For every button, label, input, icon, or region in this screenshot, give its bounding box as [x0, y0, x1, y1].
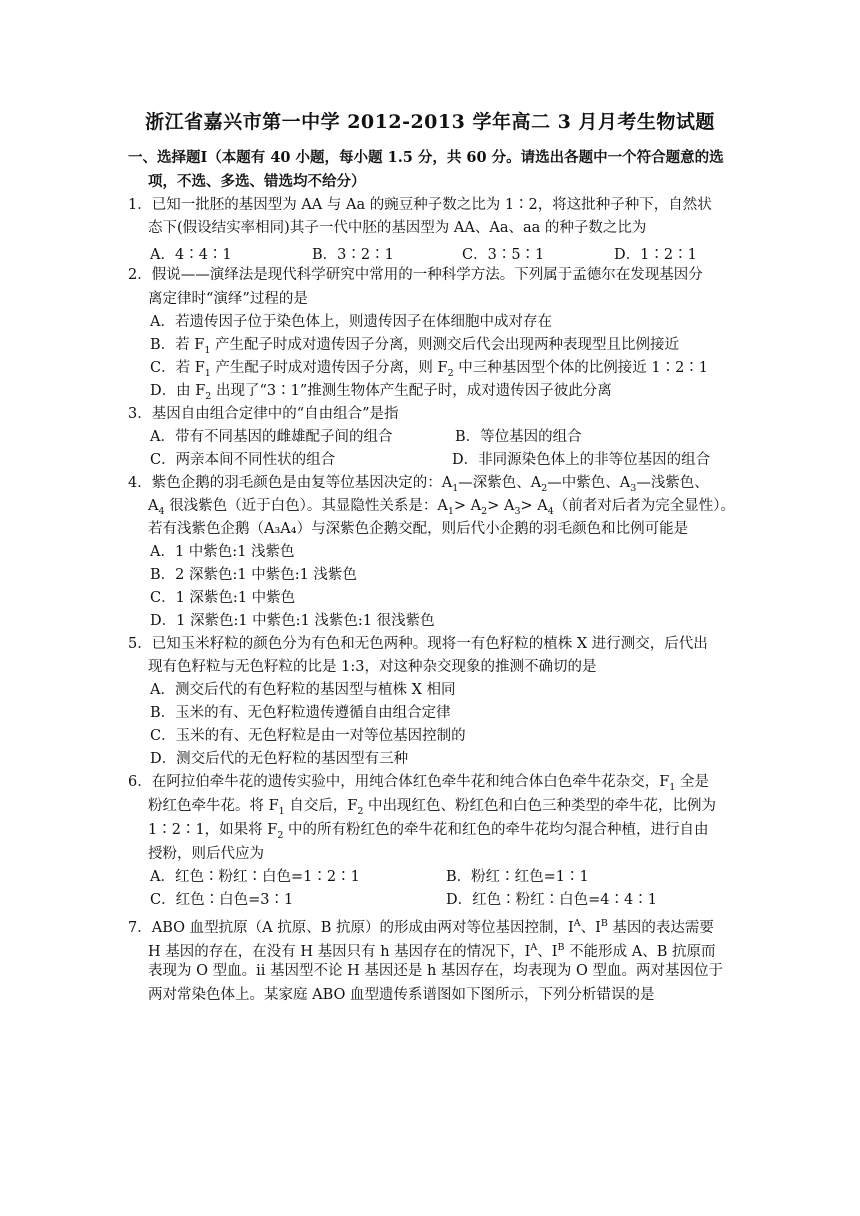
q5-option-b: B．玉米的有、无色籽粒遗传遵循自由组合定律	[150, 705, 451, 721]
q7-stem-line3: 表现为 O 型血。ii 基因型不论 H 基因还是 h 基因存在，均表现为 O 型血。两对基因位于	[148, 963, 724, 979]
q4-stem-line2: $A_4$ 很浅紫色（近于白色）。其显隐性关系是：$A_1> A_2> A_3> A_4$（前者对后者为完全显性）。	[148, 498, 736, 517]
q5-option-c: C．玉米的有、无色籽粒是由一对等位基因控制的	[150, 728, 466, 744]
q1-stem-line1: 1．已知一批胚的基因型为 AA 与 Aa 的豌豆种子数之比为 1∶2，将这批种子种下，自然状	[128, 197, 712, 213]
q6-stem-line3: 1∶2∶1，如果将 $F_2$ 中的所有粉红色的牵牛花和红色的牵牛花均匀混合种植，进行自由	[148, 822, 709, 841]
q7-stem-line1: 7．ABO 血型抗原（A 抗原、B 抗原）的形成由两对等位基因控制，$I^A$、$I^B$ 基因的表达需要	[128, 918, 714, 936]
q6-stem-line2: 粉红色牵牛花。将 $F_1$ 自交后，$F_2$ 中出现红色、粉红色和白色三种类型的牵牛花，比例为	[148, 798, 717, 817]
q3-option-a: A．带有不同基因的雌雄配子间的组合	[150, 429, 393, 445]
q4-option-a: A．1 中紫色:1 浅紫色	[150, 544, 295, 560]
section-heading-line1: 一、选择题Ⅰ（本题有 40 小题，每小题 1.5 分，共 60 分。请选出各题中一个符合题意的选	[128, 149, 724, 166]
q5-stem-line1: 5．已知玉米籽粒的颜色分为有色和无色两种。现将一有色籽粒的植株 X 进行测交，后代出	[128, 636, 708, 652]
q4-stem-line1: 4．紫色企鹅的羽毛颜色是由复等位基因决定的：$A_1—$深紫色、$A_2—$中紫色、$A_3—$浅紫色、	[128, 475, 709, 494]
q2-option-b: B．若 $F_1$ 产生配子时成对遗传因子分离，则测交后代会出现两种表现型且比例接近	[150, 337, 679, 356]
q7-stem-line4: 两对常染色体上。某家庭 ABO 血型遗传系谱图如下图所示，下列分析错误的是	[148, 987, 655, 1003]
q6-option-d: D．红色∶粉红∶白色=4∶4∶1	[446, 892, 657, 908]
q6-option-c: C．红色∶白色=3∶1	[150, 892, 294, 908]
q2-option-c: C．若 $F_1$ 产生配子时成对遗传因子分离，则 $F_2$ 中三种基因型个体的比例接近 1∶2∶1	[150, 360, 709, 379]
q1-option-b: B．3∶2∶1	[312, 247, 394, 263]
q2-stem-line1: 2．假说——演绎法是现代科学研究中常用的一种科学方法。下列属于孟德尔在发现基因分	[128, 267, 703, 283]
q3-stem: 3．基因自由组合定律中的“自由组合”是指	[128, 406, 399, 422]
q1-option-d: D．1∶2∶1	[614, 247, 697, 263]
q1-option-a: A．4∶4∶1	[150, 247, 232, 263]
q3-option-d: D．非同源染色体上的非等位基因的组合	[452, 452, 711, 468]
q6-stem-line4: 授粉，则后代应为	[148, 846, 264, 862]
page-title: 浙江省嘉兴市第一中学 2012-2013 学年高二 3 月月考生物试题	[145, 111, 715, 133]
q2-stem-line2: 离定律时“演绎”过程的是	[148, 291, 308, 307]
q6-option-b: B．粉红∶红色=1∶1	[446, 869, 589, 885]
q2-option-d: D．由 $F_2$ 出现了“3∶1”推测生物体产生配子时，成对遗传因子彼此分离	[150, 383, 612, 402]
q1-option-c: C．3∶5∶1	[462, 247, 545, 263]
q3-option-b: B．等位基因的组合	[455, 429, 582, 445]
q5-option-a: A．测交后代的有色籽粒的基因型与植株 X 相同	[150, 682, 456, 698]
q7-stem-line2: H 基因的存在，在没有 H 基因只有 h 基因存在的情况下，$I^A$、$I^B$ 不能形成 A、B 抗原而	[148, 942, 716, 960]
q6-option-a: A．红色∶粉红∶白色=1∶2∶1	[150, 869, 360, 885]
q4-stem-line3: 若有浅紫色企鹅（A₃A₄）与深紫色企鹅交配，则后代小企鹅的羽毛颜色和比例可能是	[148, 521, 689, 537]
q2-option-a: A．若遗传因子位于染色体上，则遗传因子在体细胞中成对存在	[150, 314, 552, 330]
q5-option-d: D．测交后代的无色籽粒的基因型有三种	[150, 751, 409, 767]
q5-stem-line2: 现有色籽粒与无色籽粒的比是 1:3，对这种杂交现象的推测不确切的是	[148, 659, 597, 675]
q1-stem-line2: 态下(假设结实率相同)其子一代中胚的基因型为 AA、Aa、aa 的种子数之比为	[148, 220, 647, 236]
q4-option-c: C．1 深紫色:1 中紫色	[150, 590, 296, 606]
q3-option-c: C．两亲本间不同性状的组合	[150, 452, 336, 468]
q4-option-d: D．1 深紫色:1 中紫色:1 浅紫色:1 很浅紫色	[150, 613, 435, 629]
section-heading-line2: 项，不选、多选、错选均不给分）	[148, 173, 366, 190]
q6-stem-line1: 6．在阿拉伯牵牛花的遗传实验中，用纯合体红色牵牛花和纯合体白色牵牛花杂交，$F_1$ 全是	[128, 774, 709, 793]
q4-option-b: B．2 深紫色:1 中紫色:1 浅紫色	[150, 567, 357, 583]
